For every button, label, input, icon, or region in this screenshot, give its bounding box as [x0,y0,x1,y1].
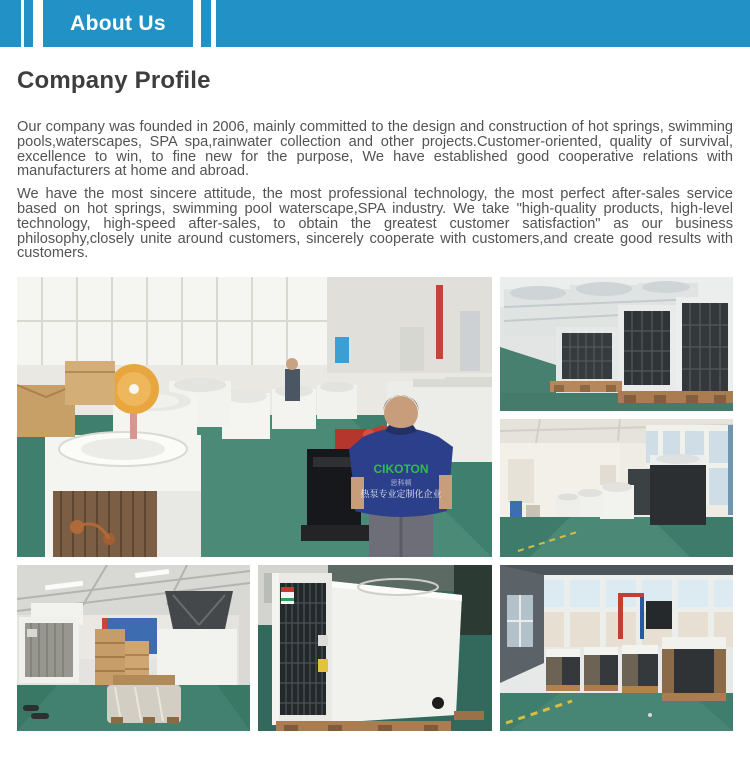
photo-factory-floor-with-worker [17,277,492,557]
shirt-cn-name-text: 思科顿 [390,480,412,488]
shirt-cn-slogan-text: 热泵专业定制化企业 [360,489,442,500]
factory-floor-illustration [17,277,492,557]
units-by-windows-illustration [500,565,733,731]
banner-segment [0,0,21,47]
banner-segment [216,0,750,47]
company-paragraph-1: Our company was founded in 2006, mainly committed to the design and construction of hot springs, swimming pools,waterscapes, SPA spa,rainwater collection and other projects.Customer-oriented, quality of survival, excellence to win, to fine new for the purpose, We have established good cooperative relations with manufacturers at home and abroad. [17,119,733,180]
heat-pump-closeup-illustration [258,565,492,731]
page-title: Company Profile [17,67,211,94]
photo-units-by-factory-windows [500,565,733,731]
photo-stacked-heat-pump-units [500,277,733,411]
banner-title: About Us [70,11,166,35]
factory-photo-gallery [17,277,733,731]
warehouse-aisle-illustration [500,419,733,557]
banner-title-block [43,0,193,47]
warehouse-crates-illustration [17,565,250,731]
banner-segment [24,0,33,47]
shirt-brand-text: CIKOTON [373,462,429,477]
banner-segment [201,0,211,47]
photo-heat-pump-unit-closeup [258,565,492,731]
company-paragraph-2: We have the most sincere attitude, the most professional technology, the most perfect after-sales service based on hot springs, swimming pool waterscape,SPA industry. We take "high-quality products, high-level technology, high-speed after-sales, to obtain the greatest customer satisfaction" as our business philosophy,closely unite around customers, sincerely cooperate with customers,and create good results with customers. [17,186,733,262]
photo-warehouse-units-and-crates [17,565,250,731]
banner-divider [33,0,43,47]
stacked-units-illustration [500,277,733,411]
about-us-banner [0,0,750,47]
banner-divider [193,0,201,47]
photo-warehouse-aisle-units [500,419,733,557]
